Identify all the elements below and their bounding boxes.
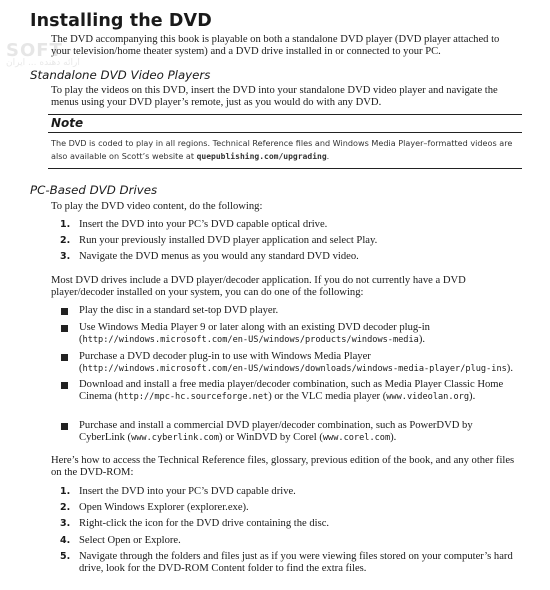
bullet-square-icon xyxy=(61,382,68,389)
url-link[interactable]: www.corel.com xyxy=(322,433,391,444)
bullet-square-icon xyxy=(61,308,68,315)
note-text-end: . xyxy=(326,151,330,161)
url-link[interactable]: http://windows.microsoft.com/en-US/windows/downloads/windows-media-player/plug-ins xyxy=(82,364,507,375)
document-page: SOFT ارائه دهنده ... ایران Installing the DVD The DVD accompanying this book is playable on both a standalone DVD player (DVD player attached to your television/home theater system) and a DVD drive installed in or connected to your PC. Standalone DVD Video Players To play the videos on this DVD, insert the DVD into your standalone DVD video player and navigate the menus using your DVD player’s remote, just as you would do with any DVD. Note The DVD is coded to play in all regions. Technical Reference files and Windows Media Player–formatted videos are also available on Scott’s website at quepublishing.com/upgrading. PC-Based DVD Drives To play the DVD video content, do the following: 1. Insert the DVD into your PC’s DVD capable optical drive. 2. Run your previously installed DVD player application and select Play. 3. Navigate the DVD menus as you would any standard DVD video. Most DVD drives include a DVD player/decoder application. If you do not currently have a DVD player/decoder installed on your system, you can do one of the following: Play the disc in a standard set-top DVD player. Use Windows Media Player 9 or later along with an existing DVD decoder plug-in (http://windows.microsoft.com/en-US/windows/products/windows-media). Purchase a DVD decoder plug-in to use with Windows Media Player (http://windows.microsoft.com/en-US/windows/downloads/windows-media-player/plug-ins). Download and install a free media player/decoder combination, such as Media Player Classic Home Cinema (http://mpc-hc.sourceforge.net) or the VLC media player (www.videolan.org). Purchase and install a commercial DVD player/decoder combination, such as PowerDVD by CyberLink (www.cyberlink.com) or WinDVD by Corel (www.corel.com). Here’s how to access the Technical Reference files, glossary, previous edition of the book, and any other files on the DVD-ROM: 1. Insert the DVD into your PC’s DVD capable drive. 2. Open Windows Explorer (explorer.exe). 3. Right-click the icon for the DVD drive containing the disc. 4. Select Open or Explore. 5. Navigate through the folders and files just as if you were viewing files stored on your computer’s hard drive, look for the DVD-ROM Content folder to find the extra files. xyxy=(0,0,550,590)
url-link[interactable]: www.cyberlink.com xyxy=(131,433,220,444)
intro-paragraph: The DVD accompanying this book is playable on both a standalone DVD player (DVD player attached to your television/home theater system) and a DVD drive installed in or connected to your PC. xyxy=(51,34,500,58)
note-title-rule xyxy=(48,132,522,133)
note-text: The DVD is coded to play in all regions. Technical Reference files and Windows Media Player–formatted videos are also available on Scott’s website at xyxy=(51,138,513,161)
decoder-paragraph: Most DVD drives include a DVD player/decoder application. If you do not currently have a DVD player/decoder installed on your system, you can do one of the following: xyxy=(51,275,466,299)
note-top-rule xyxy=(48,114,522,115)
url-link[interactable]: http://mpc-hc.sourceforge.net xyxy=(118,392,269,403)
pc-lead: To play the DVD video content, do the following: xyxy=(51,201,263,212)
note-url-link[interactable]: quepublishing.com/upgrading xyxy=(196,152,327,161)
bullet-square-icon xyxy=(61,354,68,361)
standalone-paragraph: To play the videos on this DVD, insert the DVD into your standalone DVD video player and navigate the menus using your DVD player’s remote, just as you would do with any DVD. xyxy=(51,85,498,109)
access-paragraph: Here’s how to access the Technical Reference files, glossary, previous edition of the book, and any other files on the DVD-ROM: xyxy=(51,455,515,479)
watermark-mark: SOFT xyxy=(6,40,63,61)
pc-heading: PC-Based DVD Drives xyxy=(30,183,158,197)
page-title: Installing the DVD xyxy=(30,11,212,31)
note-title: Note xyxy=(51,116,84,130)
url-link[interactable]: www.videolan.org xyxy=(386,392,470,403)
bullet-square-icon xyxy=(61,423,68,430)
url-link[interactable]: http://windows.microsoft.com/en-US/windows/products/windows-media xyxy=(82,335,419,346)
note-body xyxy=(51,137,521,163)
bullet-square-icon xyxy=(61,325,68,332)
standalone-heading: Standalone DVD Video Players xyxy=(30,68,211,82)
note-bottom-rule xyxy=(48,168,522,169)
watermark-subtext: ارائه دهنده ... ایران xyxy=(6,58,80,68)
